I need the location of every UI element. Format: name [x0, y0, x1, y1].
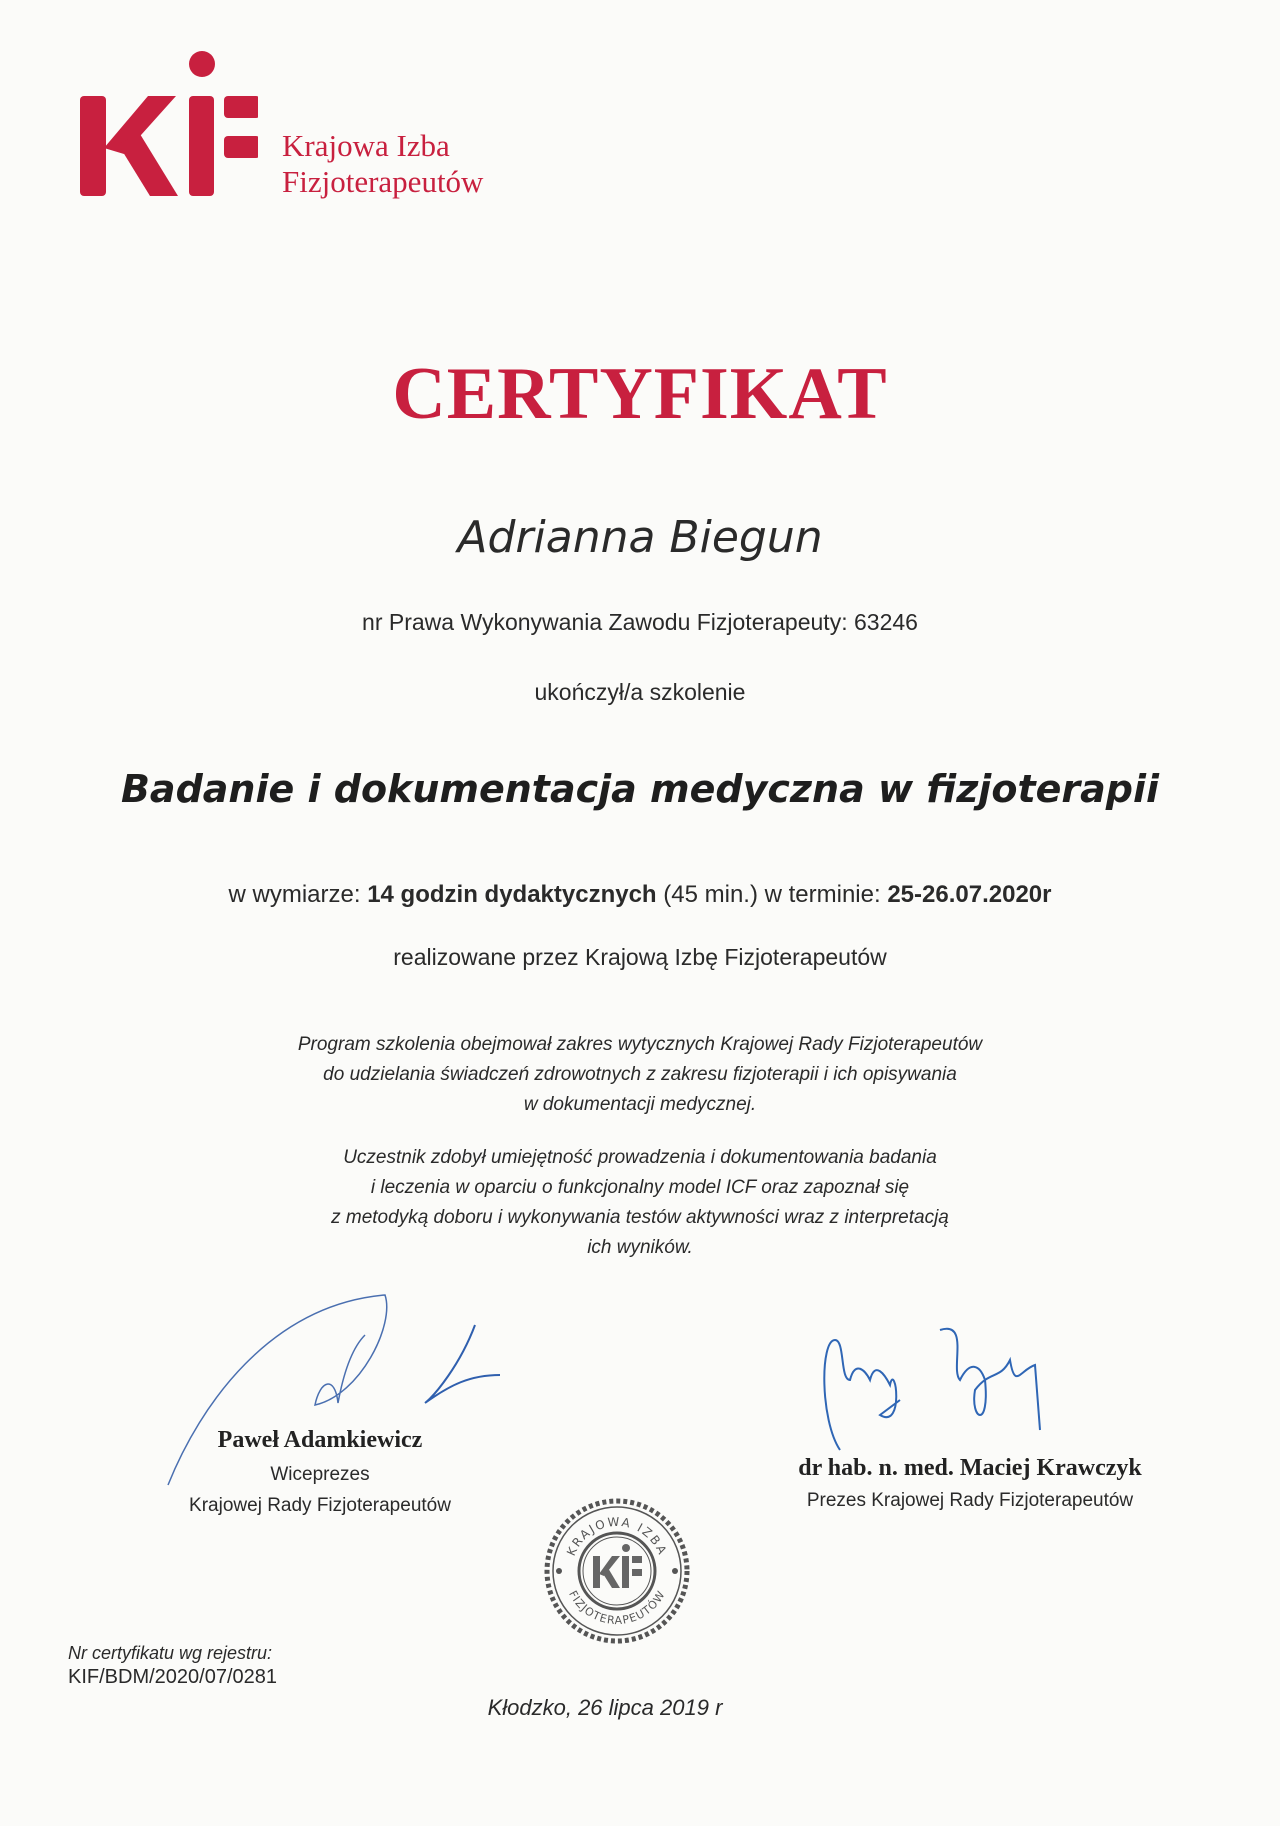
skills-description [0, 1143, 1280, 1263]
signatory-1-role: Wiceprezes [270, 1464, 370, 1485]
course-scope [0, 881, 1280, 909]
kif-seal-stamp [542, 1496, 692, 1646]
recipient-name: Adrianna Biegun [457, 512, 823, 563]
license-number: nr Prawa Wykonywania Zawodu Fizjoterapeuty: 63246 [362, 609, 918, 635]
certificate-title: CERTYFIKAT [392, 353, 888, 435]
svg-text:FIZJOTERAPEUTÓW: FIZJOTERAPEUTÓW [566, 1588, 668, 1628]
logo-text-line1: Krajowa Izba [282, 128, 450, 163]
signatory-1-name: Paweł Adamkiewicz [217, 1427, 423, 1453]
skills-line: Uczestnik zdobył umiejętność prowadzenia i dokumentowania badania [343, 1147, 937, 1168]
place-and-date: Kłodzko, 26 lipca 2019 r [487, 1695, 723, 1720]
registry-label: Nr certyfikatu wg rejestru: [68, 1643, 273, 1663]
signatory-1-role-line2: Krajowej Rady Fizjoterapeutów [189, 1495, 451, 1516]
skills-line: ich wyników. [587, 1237, 693, 1258]
scope-minutes: (45 min.) w terminie: [663, 881, 881, 908]
program-line: Program szkolenia obejmował zakres wytycznych Krajowej Rady Fizjoterapeutów [297, 1034, 983, 1055]
course-title: Badanie i dokumentacja medyczna w fizjoterapii [120, 767, 1160, 811]
logo-text-line2: Fizjoterapeutów [282, 164, 484, 199]
svg-text:KRAJOWA IZBA: KRAJOWA IZBA [564, 1514, 670, 1559]
registry-number: KIF/BDM/2020/07/0281 [68, 1666, 278, 1688]
skills-line: z metodyką doboru i wykonywania testów aktywności wraz z interpretacją [331, 1207, 949, 1228]
program-line: w dokumentacji medycznej. [523, 1094, 757, 1115]
kif-logo-mark [78, 50, 258, 200]
program-description [0, 1030, 1280, 1120]
kif-logo [78, 50, 258, 200]
completed-text: ukończył/a szkolenie [534, 679, 746, 705]
signatory-2-role: Prezes Krajowej Rady Fizjoterapeutów [806, 1490, 1134, 1511]
scope-prefix: w wymiarze: [228, 881, 361, 908]
scope-dates: 25-26.07.2020r [887, 881, 1052, 908]
scope-hours: 14 godzin dydaktycznych [367, 881, 657, 908]
skills-line: i leczenia w oparciu o funkcjonalny model ICF oraz zapoznał się [370, 1177, 910, 1198]
program-line: do udzielania świadczeń zdrowotnych z zakresu fizjoterapii i ich opisywania [323, 1064, 957, 1085]
signatory-2-name: dr hab. n. med. Maciej Krawczyk [798, 1455, 1142, 1481]
organizer-text: realizowane przez Krajową Izbę Fizjoterapeutów [393, 944, 887, 970]
